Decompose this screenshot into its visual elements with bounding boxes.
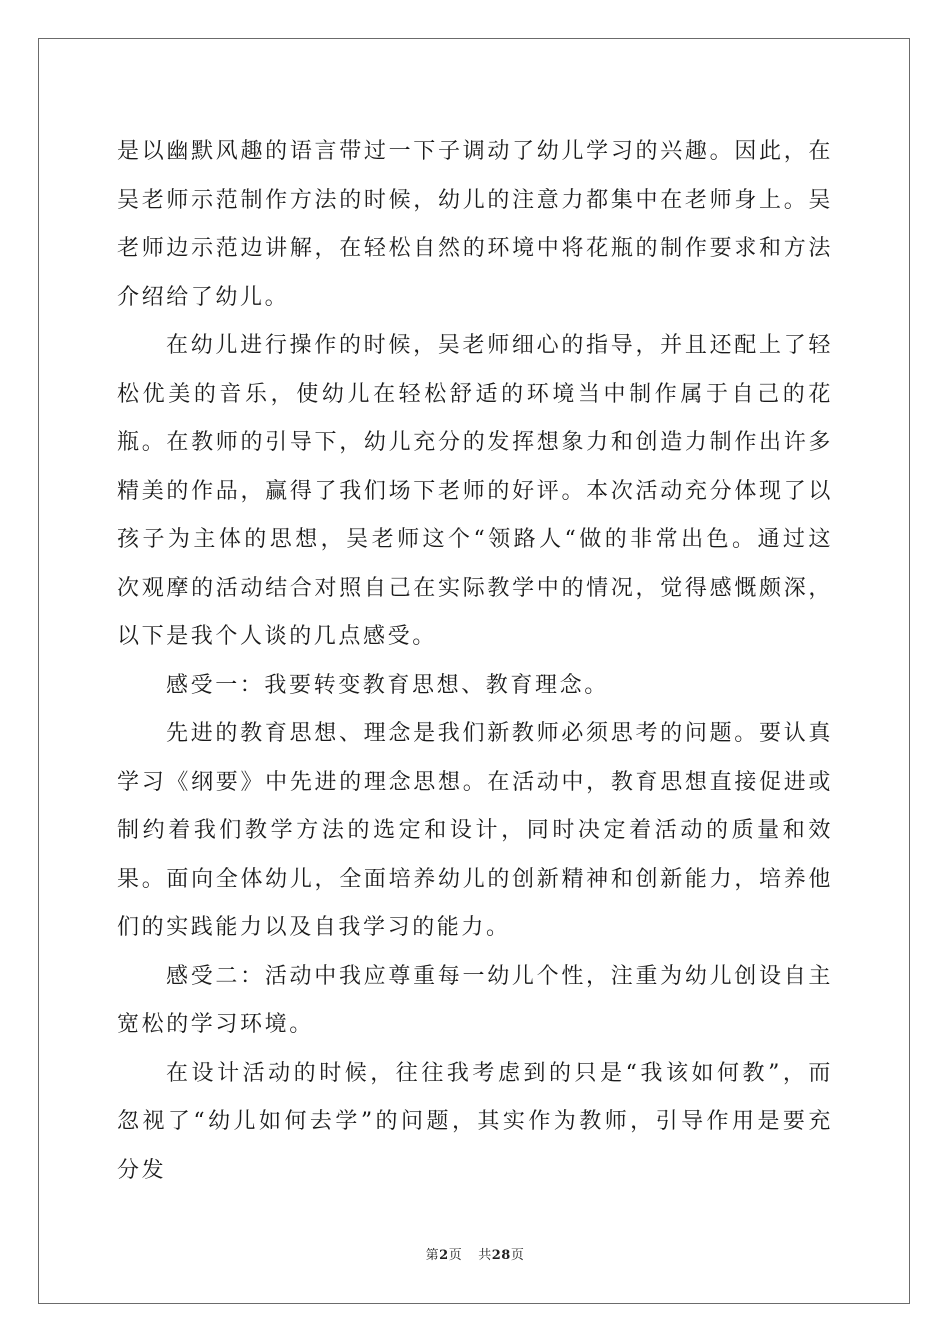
page-suffix: 页 <box>448 1248 463 1263</box>
paragraph-1: 是以幽默风趣的语言带过一下子调动了幼儿学习的兴趣。因此，在吴老师示范制作方法的时候，幼儿的注意力都集中在老师身上。吴老师边示范边讲解，在轻松自然的环境中将花瓶的制作要求和方法介绍给了幼儿。 <box>117 139 833 310</box>
paragraph-3-heading: 感受一：我要转变教育思想、教育理念。 <box>166 672 609 698</box>
document-body <box>117 128 833 1195</box>
page-footer <box>0 1244 950 1263</box>
paragraph-4: 先进的教育思想、理念是我们新教师必须思考的问题。要认真学习《纲要》中先进的理念思想。在活动中，教育思想直接促进或制约着我们教学方法的选定和设计，同时决定着活动的质量和效果。面向全体幼儿，全面培养幼儿的创新精神和创新能力，培养他们的实践能力以及自我学习的能力。 <box>117 721 833 940</box>
total-suffix: 页 <box>510 1248 525 1263</box>
total-prefix: 共 <box>478 1248 492 1263</box>
paragraph-5-heading: 感受二：活动中我应尊重每一幼儿个性，注重为幼儿创设自主宽松的学习环境。 <box>117 963 833 1037</box>
paragraph-2: 在幼儿进行操作的时候，吴老师细心的指导，并且还配上了轻松优美的音乐，使幼儿在轻松舒适的环境当中制作属于自己的花瓶。在教师的引导下，幼儿充分的发挥想象力和创造力制作出许多精美的作品，赢得了我们场下老师的好评。本次活动充分体现了以孩子为主体的思想，吴老师这个“领路人“做的非常出色。通过这次观摩的活动结合对照自己在实际教学中的情况，觉得感慨颇深，以下是我个人谈的几点感受。 <box>117 333 833 649</box>
page-prefix: 第 <box>425 1248 440 1263</box>
page-number: 2 <box>439 1248 449 1263</box>
total-pages: 28 <box>491 1248 511 1263</box>
paragraph-6: 在设计活动的时候，往往我考虑到的只是“我该如何教”，而忽视了“幼儿如何去学”的问题，其实作为教师，引导作用是要充分发 <box>117 1060 833 1183</box>
